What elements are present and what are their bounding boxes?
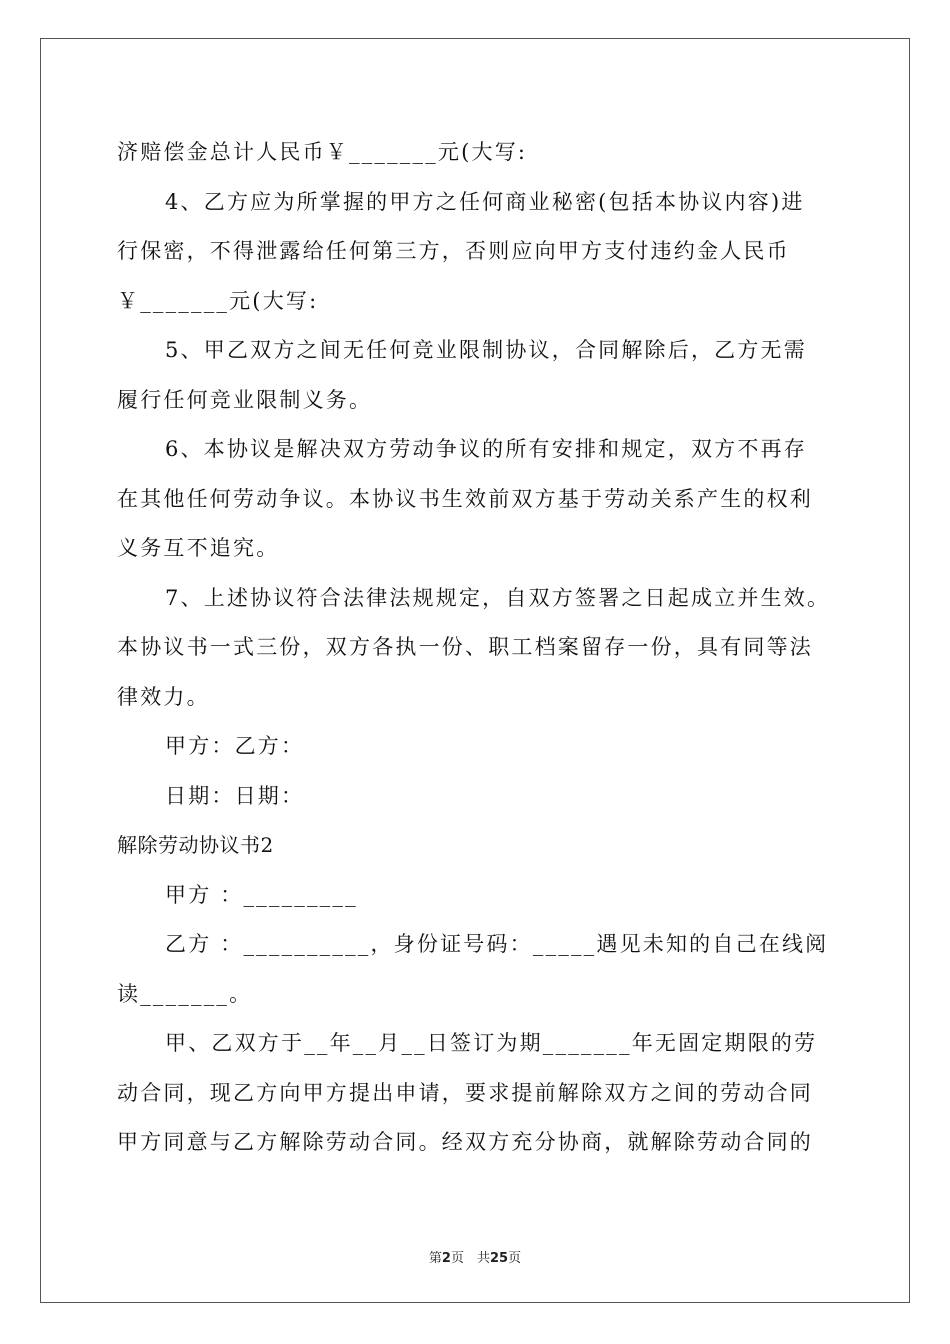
paragraph-start: 甲、乙双方于__年__月__日签订为期_______年无固定期限的劳 [165,1031,818,1055]
text-line: 济赔偿金总计人民币￥_______元(大写: [117,140,528,164]
section-heading: 解除劳动协议书2 [117,833,274,857]
footer-prefix: 第 [428,1251,442,1266]
clause-6: 6、本协议是解决双方劳动争议的所有安排和规定，双方不再存 [165,437,807,461]
date-line: 日期：日期： [165,783,305,808]
text-line: 本协议书一式三份，双方各执一份、职工档案留存一份，具有同等法 [117,635,813,659]
page-footer [0,1247,950,1266]
text-line: 在其他任何劳动争议。本协议书生效前双方基于劳动关系产生的权利 [117,486,813,511]
text-line: 义务互不追究。 [117,536,280,560]
text-line: 履行任何竞业限制义务。 [117,387,373,412]
total-pages-number: 25 [489,1251,509,1266]
footer-suffix: 页 [508,1251,522,1266]
clause-4: 4、乙方应为所掌握的甲方之任何商业秘密(包括本协议内容)进 [165,189,805,214]
signature-line: 甲方：乙方： [165,734,305,758]
document-body [117,128,837,1168]
text-line: 动合同，现乙方向甲方提出申请，要求提前解除双方之间的劳动合同 [117,1080,813,1105]
current-page-number: 2 [441,1251,451,1266]
clause-5: 5、甲乙双方之间无任何竞业限制协议，合同解除后，乙方无需 [165,338,807,362]
text-line: 读_______。 [117,981,253,1006]
text-line: ￥_______元(大写: [117,288,319,313]
party-b-line: 乙方 ：__________，身份证号码：_____遇见未知的自己在线阅 [165,932,829,956]
text-line: 行保密，不得泄露给任何第三方，否则应向甲方支付违约金人民币 [117,239,790,263]
text-line: 律效力。 [117,684,210,709]
clause-7: 7、上述协议符合法律法规规定，自双方签署之日起成立并生效。 [165,585,831,610]
footer-mid: 页 共 [450,1251,490,1266]
text-line: 甲方同意与乙方解除劳动合同。经双方充分协商，就解除劳动合同的 [117,1130,813,1154]
party-a-line: 甲方 ：_________ [165,882,358,907]
